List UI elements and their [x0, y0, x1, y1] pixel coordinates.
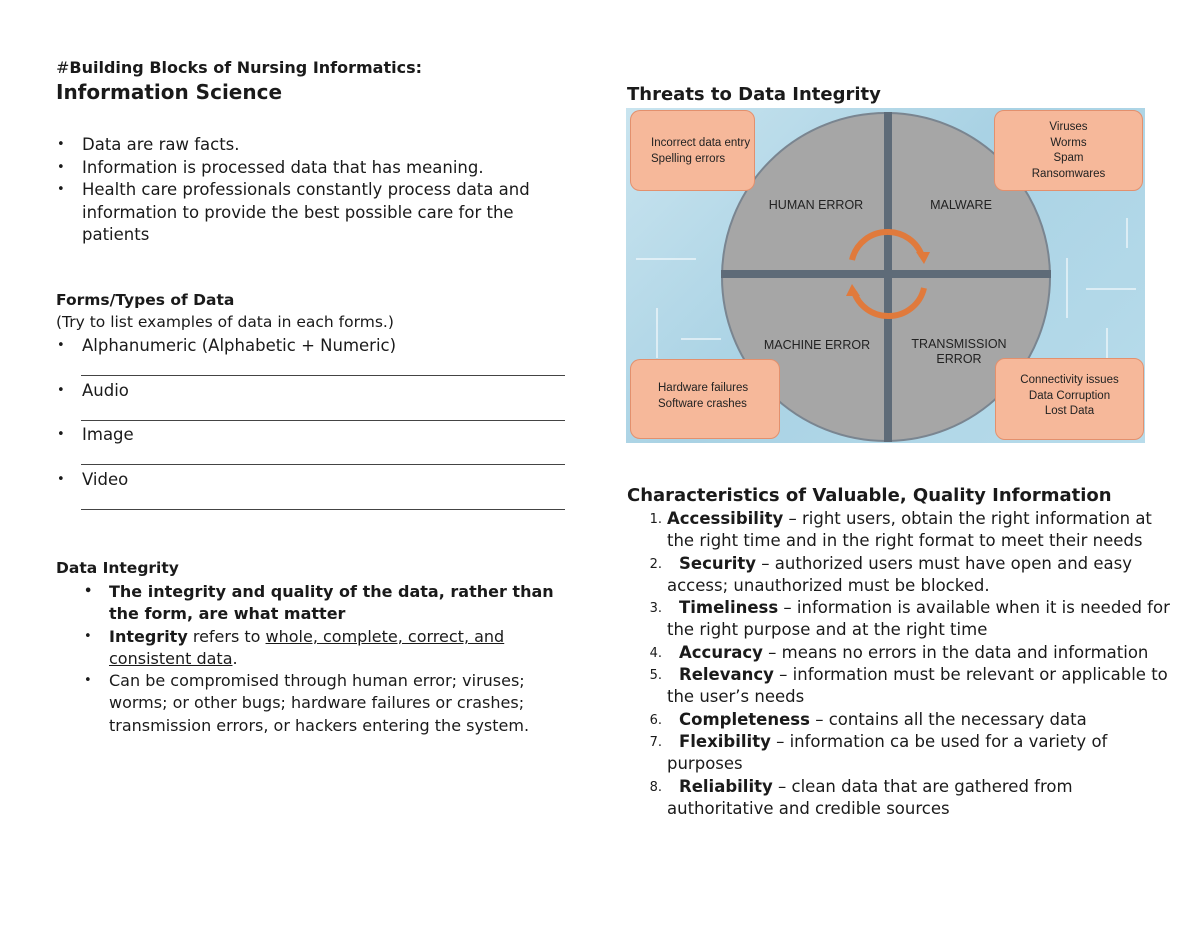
- item-term: Timeliness: [679, 598, 779, 618]
- list-item: • Information is processed data that has meaning.: [55, 157, 575, 180]
- bubble-malware: [994, 110, 1143, 191]
- list-item: [630, 642, 1170, 664]
- bubble-line: Lost Data: [1044, 405, 1095, 417]
- quadrant-label-line: ERROR: [936, 352, 982, 366]
- answer-line: [81, 420, 565, 421]
- list-item: [630, 776, 1170, 821]
- form-item-image: [55, 424, 565, 469]
- bubble-line: Connectivity issues: [1020, 374, 1119, 386]
- bubble-line: Spam: [1053, 152, 1084, 164]
- item-description: – authorized users must have open and easy access; unauthorized must be blocked.: [667, 553, 1133, 595]
- form-item-alphanumeric: [55, 335, 565, 380]
- item-description: – information must be relevant or applicable to the user’s needs: [667, 665, 1168, 707]
- item-term: Reliability: [679, 776, 773, 796]
- item-number: 5.: [649, 668, 662, 684]
- list-item: • Can be compromised through human error; viruses; worms; or other bugs; hardware failures or crashes; transmission errors, or hackers entering the system.: [82, 670, 572, 737]
- bubble-line: Data Corruption: [1028, 389, 1111, 402]
- item-number: 8.: [649, 779, 662, 795]
- document-title: [56, 58, 422, 77]
- threats-diagram: [626, 108, 1145, 443]
- cycle-arrows-icon: [838, 222, 938, 326]
- title-text: Building Blocks of Nursing Informatics:: [69, 58, 423, 77]
- item-number: 7.: [649, 734, 662, 750]
- quadrant-human-error: HUMAN ERROR: [768, 198, 864, 212]
- bubble-machine-error: [630, 359, 780, 439]
- circuit-line: [1066, 258, 1068, 318]
- item-number: 1.: [649, 512, 662, 527]
- item-description: – means no errors in the data and information: [762, 642, 1149, 662]
- bubble-line: Software crashes: [658, 397, 747, 410]
- list-item: [630, 731, 1170, 776]
- integrity-term: Integrity: [109, 626, 188, 646]
- item-term: Accuracy: [679, 642, 763, 662]
- bubble-line: Viruses: [1049, 121, 1088, 133]
- bubble-line: Worms: [1050, 136, 1087, 149]
- list-item: [630, 553, 1170, 598]
- arrow-head-icon: [846, 284, 860, 296]
- form-label: Audio: [82, 380, 129, 400]
- form-item-video: [55, 469, 565, 514]
- item-number: 4.: [649, 645, 662, 661]
- characteristics-heading: Characteristics of Valuable, Quality Information: [627, 485, 1112, 506]
- circuit-line: [1086, 288, 1136, 290]
- item-description: – contains all the necessary data: [809, 709, 1087, 729]
- list-item: [630, 597, 1170, 642]
- list-item: • The integrity and quality of the data, rather than the form, are what matter: [82, 581, 572, 626]
- list-item: • Data are raw facts.: [55, 134, 575, 157]
- list-item: [630, 664, 1170, 709]
- arrow-head-icon: [916, 252, 930, 264]
- list-item: [82, 626, 572, 671]
- forms-heading: Forms/Types of Data: [56, 291, 235, 309]
- circuit-line: [1126, 218, 1128, 248]
- cycle-arrow-icon: [852, 232, 888, 260]
- hash-symbol: #: [56, 58, 70, 77]
- item-description: – information ca be used for a variety of purposes: [667, 731, 1108, 774]
- characteristics-list: [630, 508, 1170, 820]
- document-subtitle: Information Science: [56, 80, 283, 104]
- circuit-line: [636, 258, 696, 260]
- answer-line: [81, 509, 565, 510]
- bubble-transmission-error: [995, 358, 1144, 440]
- bubble-line: Hardware failures: [658, 382, 749, 394]
- forms-note: (Try to list examples of data in each forms.): [56, 313, 394, 331]
- item-number: 6.: [649, 712, 662, 728]
- item-description: – clean data that are gathered from authoritative and credible sources: [667, 776, 1073, 818]
- cycle-arrow-icon: [888, 288, 924, 316]
- integrity-underlined: whole, complete, correct, and consistent data: [109, 626, 505, 668]
- item-term: Completeness: [679, 709, 810, 729]
- item-term: Security: [679, 553, 757, 573]
- quadrant-machine-error: MACHINE ERROR: [763, 338, 871, 352]
- circuit-line: [656, 308, 658, 358]
- integrity-period: .: [232, 648, 238, 668]
- bubble-line: Ransomwares: [1031, 167, 1106, 180]
- answer-line: [81, 375, 565, 376]
- item-number: 3.: [649, 601, 662, 617]
- integrity-list: [82, 581, 572, 737]
- intro-bullet-list: [55, 134, 575, 247]
- item-term: Accessibility: [667, 509, 784, 528]
- threats-heading: Threats to Data Integrity: [627, 84, 881, 105]
- list-item: [630, 508, 1170, 553]
- bubble-line: Incorrect data entry: [651, 137, 751, 149]
- form-item-audio: [55, 380, 565, 425]
- form-label: Alphanumeric (Alphabetic + Numeric): [82, 336, 397, 355]
- item-description: – information is available when it is needed for the right purpose and at the right time: [667, 598, 1170, 640]
- quadrant-malware: MALWARE: [930, 198, 992, 212]
- integrity-text: refers to: [187, 626, 266, 646]
- list-item: [630, 709, 1170, 731]
- list-item: • Health care professionals constantly process data and information to provide the best possible care for the patients: [55, 179, 575, 247]
- circuit-line: [681, 338, 721, 340]
- quadrant-label-line: TRANSMISSION: [911, 337, 1007, 351]
- bubble-line: Spelling errors: [651, 152, 726, 165]
- form-label: Image: [82, 425, 134, 444]
- item-description: – right users, obtain the right information at the right time and in the right format to meet their needs: [667, 509, 1152, 551]
- item-number: 2.: [649, 556, 662, 572]
- integrity-heading: Data Integrity: [56, 559, 179, 577]
- item-term: Flexibility: [679, 731, 771, 751]
- answer-line: [81, 464, 565, 465]
- item-term: Relevancy: [679, 665, 774, 685]
- form-label: Video: [82, 469, 129, 489]
- bubble-human-error: [630, 110, 755, 191]
- forms-list: [55, 335, 565, 513]
